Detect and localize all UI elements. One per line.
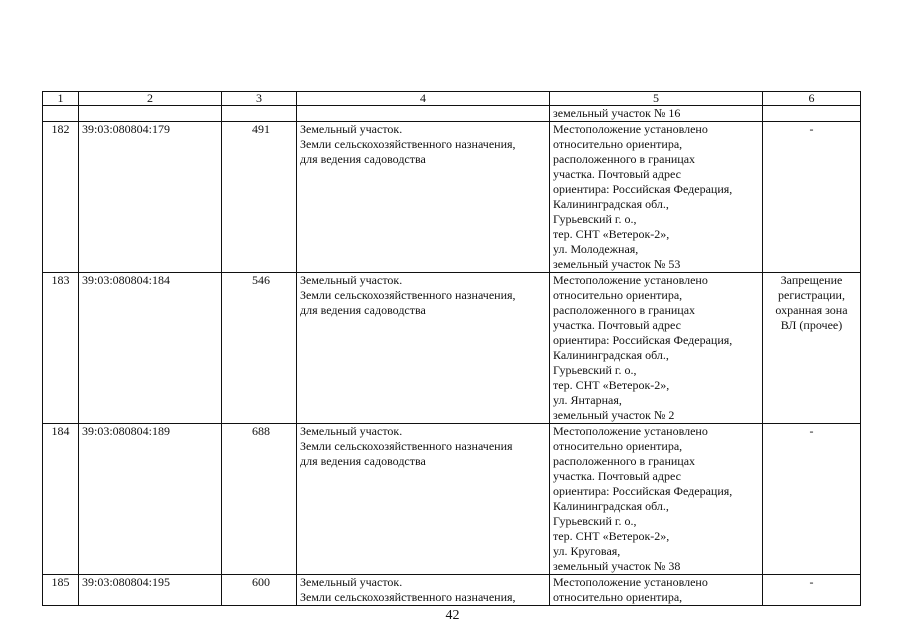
cell-area xyxy=(222,106,297,122)
land-plot-table xyxy=(42,91,861,606)
description-line: Земельный участок. xyxy=(300,424,403,438)
location-line: относительно ориентира, xyxy=(553,137,683,151)
table-row xyxy=(43,424,861,575)
description-line: Земельный участок. xyxy=(300,273,403,287)
cell-encumbrance xyxy=(763,273,861,424)
location-line: ул. Молодежная, xyxy=(553,242,639,256)
location-line: расположенного в границах xyxy=(553,454,696,468)
location-line: земельный участок № 16 xyxy=(553,106,681,120)
location-line: расположенного в границах xyxy=(553,152,696,166)
location-line: тер. СНТ «Ветерок-2», xyxy=(553,227,670,241)
cell-area: 491 xyxy=(222,122,297,273)
location-line: земельный участок № 38 xyxy=(553,559,681,573)
location-line: участка. Почтовый адрес xyxy=(553,469,681,483)
encumbrance-line: охранная зона xyxy=(775,303,848,317)
location-line: Местоположение установлено xyxy=(553,122,708,136)
cell-cadastral: 39:03:080804:184 xyxy=(79,273,222,424)
cell-description xyxy=(297,106,550,122)
cell-location xyxy=(550,106,763,122)
location-line: земельный участок № 2 xyxy=(553,408,675,422)
description-line: для ведения садоводства xyxy=(300,152,426,166)
cell-num xyxy=(43,106,79,122)
encumbrance-line: регистрации, xyxy=(778,288,845,302)
location-line: Местоположение установлено xyxy=(553,575,708,589)
cell-location xyxy=(550,122,763,273)
location-line: Калининградская обл., xyxy=(553,499,669,513)
col-header-5: 5 xyxy=(550,92,763,106)
description-line: Земли сельскохозяйственного назначения, xyxy=(300,288,516,302)
location-line: относительно ориентира, xyxy=(553,590,683,604)
location-line: Гурьевский г. о., xyxy=(553,514,637,528)
description-line: для ведения садоводства xyxy=(300,303,426,317)
location-line: Местоположение установлено xyxy=(553,424,708,438)
cell-area: 600 xyxy=(222,575,297,606)
description-line: Земельный участок. xyxy=(300,575,403,589)
location-line: ул. Круговая, xyxy=(553,544,621,558)
cell-description xyxy=(297,273,550,424)
table-row xyxy=(43,122,861,273)
cell-encumbrance xyxy=(763,575,861,606)
encumbrance-line: - xyxy=(809,424,814,438)
location-line: относительно ориентира, xyxy=(553,439,683,453)
col-header-4: 4 xyxy=(297,92,550,106)
location-line: тер. СНТ «Ветерок-2», xyxy=(553,529,670,543)
cell-encumbrance xyxy=(763,122,861,273)
description-line: Земли сельскохозяйственного назначения, xyxy=(300,137,516,151)
location-line: ул. Янтарная, xyxy=(553,393,622,407)
cell-location xyxy=(550,575,763,606)
encumbrance-line: Запрещение xyxy=(780,273,843,287)
cell-num: 185 xyxy=(43,575,79,606)
table-row xyxy=(43,273,861,424)
description-line: Земли сельскохозяйственного назначения xyxy=(300,439,513,453)
continuation-row xyxy=(43,106,861,122)
encumbrance-line: ВЛ (прочее) xyxy=(780,318,843,332)
cell-area: 688 xyxy=(222,424,297,575)
col-header-6: 6 xyxy=(763,92,861,106)
table-row xyxy=(43,575,861,606)
location-line: Калининградская обл., xyxy=(553,348,669,362)
cell-encumbrance xyxy=(763,424,861,575)
location-line: участка. Почтовый адрес xyxy=(553,318,681,332)
encumbrance-line: - xyxy=(809,122,814,136)
location-line: ориентира: Российская Федерация, xyxy=(553,182,733,196)
col-header-3: 3 xyxy=(222,92,297,106)
cell-description xyxy=(297,575,550,606)
cell-description xyxy=(297,424,550,575)
location-line: Калининградская обл., xyxy=(553,197,669,211)
description-line: Земли сельскохозяйственного назначения, xyxy=(300,590,516,604)
cell-description xyxy=(297,122,550,273)
cell-num: 183 xyxy=(43,273,79,424)
description-line: для ведения садоводства xyxy=(300,454,426,468)
encumbrance-line: - xyxy=(809,575,814,589)
cell-num: 184 xyxy=(43,424,79,575)
cell-encumbrance xyxy=(763,106,861,122)
description-line: Земельный участок. xyxy=(300,122,403,136)
header-row xyxy=(43,92,861,106)
cell-area: 546 xyxy=(222,273,297,424)
cell-num: 182 xyxy=(43,122,79,273)
col-header-1: 1 xyxy=(43,92,79,106)
location-line: Местоположение установлено xyxy=(553,273,708,287)
location-line: относительно ориентира, xyxy=(553,288,683,302)
location-line: ориентира: Российская Федерация, xyxy=(553,333,733,347)
location-line: расположенного в границах xyxy=(553,303,696,317)
cell-cadastral: 39:03:080804:189 xyxy=(79,424,222,575)
cell-location xyxy=(550,424,763,575)
cell-cadastral: 39:03:080804:179 xyxy=(79,122,222,273)
location-line: Гурьевский г. о., xyxy=(553,363,637,377)
location-line: земельный участок № 53 xyxy=(553,257,681,271)
location-line: Гурьевский г. о., xyxy=(553,212,637,226)
cell-location xyxy=(550,273,763,424)
cell-cadastral: 39:03:080804:195 xyxy=(79,575,222,606)
page-number: 42 xyxy=(445,608,460,623)
col-header-2: 2 xyxy=(79,92,222,106)
location-line: тер. СНТ «Ветерок-2», xyxy=(553,378,670,392)
cell-cadastral xyxy=(79,106,222,122)
location-line: ориентира: Российская Федерация, xyxy=(553,484,733,498)
location-line: участка. Почтовый адрес xyxy=(553,167,681,181)
